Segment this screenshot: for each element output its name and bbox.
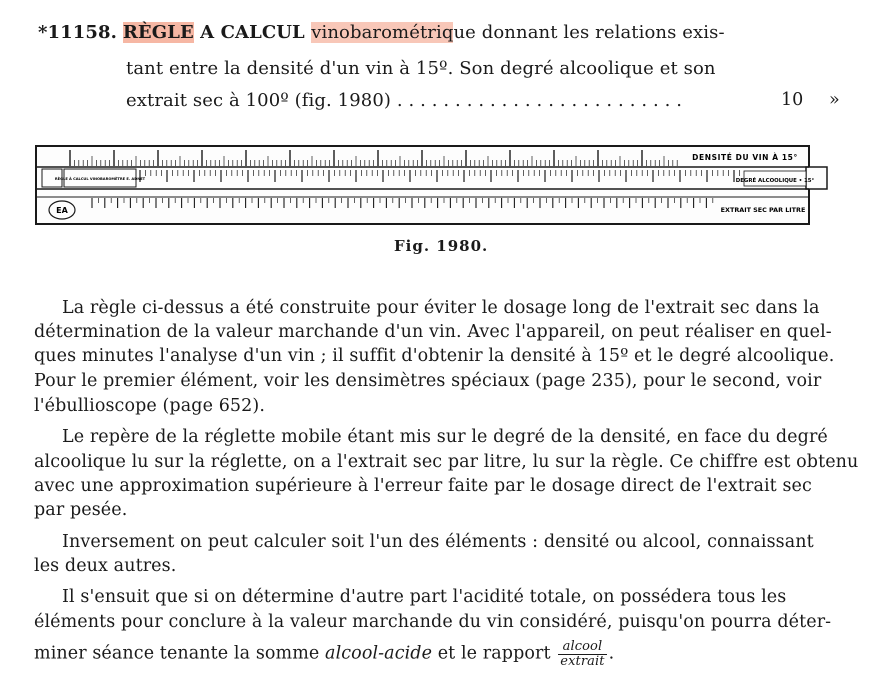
para-4-line-3-start: miner séance tenante la somme — [34, 643, 326, 664]
word-highlight: vinobarométriq — [311, 22, 454, 43]
price: 10 — [781, 90, 804, 110]
figure-caption: Fig. 1980. — [394, 237, 489, 255]
slide-rule-figure — [0, 136, 869, 236]
alcool-extrait-fraction — [558, 640, 606, 668]
fraction-denominator: extrait — [560, 653, 605, 669]
para-1-line-5: l'ébullioscope (page 652). — [34, 396, 265, 416]
para-1-line-4: Pour le premier élément, voir les densimètres spéciaux (page 235), pour le second, voir — [34, 371, 822, 391]
maker-logo-text: EA — [56, 206, 68, 215]
fraction-numerator: alcool — [558, 640, 606, 655]
para-1-line-2: détermination de la valeur marchande d'un vin. Avec l'appareil, on peut réaliser en quel- — [34, 322, 832, 342]
heading-line-1-rest: ue donnant les relations exis- — [453, 22, 725, 43]
para-4-line-3-mid: et le rapport — [432, 643, 557, 664]
extract-scale-label: EXTRAIT SEC PAR LITRE — [720, 206, 806, 214]
alcool-acide-term: alcool-acide — [325, 643, 433, 664]
para-1-line-1: La règle ci-dessus a été construite pour éviter le dosage long de l'extrait sec dans la — [62, 298, 820, 318]
ditto-mark: » — [829, 90, 840, 110]
title-rest: A CALCUL — [193, 22, 312, 43]
para-4-line-1: Il s'ensuit que si on détermine d'autre part l'acidité totale, on possédera tous les — [62, 587, 787, 607]
para-2-line-1: Le repère de la réglette mobile étant mis sur le degré de la densité, en face du degré — [62, 427, 828, 447]
catalog-heading-line-3: extrait sec à 100º (fig. 1980) . . . . . . . . . . . . . . . . . . . . . . . . . — [126, 90, 683, 111]
para-4-line-3 — [34, 640, 614, 668]
alcohol-scale-label: DEGRÉ ALCOOLIQUE • 15° — [735, 178, 815, 184]
para-4-line-2: éléments pour conclure à la valeur marchande du vin considéré, puisqu'on pourra déter- — [34, 612, 832, 632]
slide-maker-name: RÈGLE À CALCUL VINOBAROMÈTRE E. ADNET — [54, 177, 146, 181]
para-1-line-3: ques minutes l'analyse d'un vin ; il suffit d'obtenir la densité à 15º et le degré alcoolique. — [34, 346, 835, 366]
catalog-heading-line-1 — [38, 22, 725, 43]
para-3-line-2: les deux autres. — [34, 556, 177, 576]
para-2-line-4: par pesée. — [34, 500, 128, 520]
para-2-line-2: alcoolique lu sur la réglette, on a l'extrait sec par litre, lu sur la règle. Ce chiffre est obtenu — [34, 452, 859, 472]
para-4-line-3-end: . — [608, 643, 615, 664]
title-highlight: RÈGLE — [122, 22, 194, 43]
catalog-heading-line-2: tant entre la densité d'un vin à 15º. Son degré alcoolique et son — [126, 58, 716, 79]
para-3-line-1: Inversement on peut calculer soit l'un des éléments : densité ou alcool, connaissant — [62, 532, 814, 552]
density-scale-label: DENSITÉ DU VIN À 15° — [692, 153, 798, 162]
para-2-line-3: avec une approximation supérieure à l'erreur faite par le dosage direct de l'extrait sec — [34, 476, 812, 496]
item-number: *11158. — [38, 22, 118, 43]
